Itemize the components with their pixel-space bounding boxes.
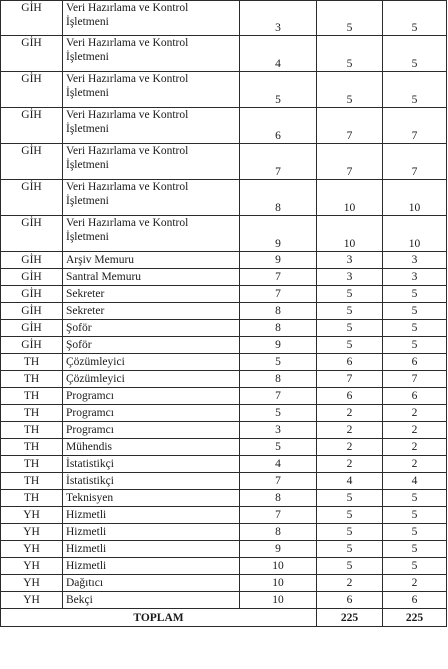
value-cell-b: 10 [317,180,383,216]
table-row [1,405,447,422]
class-cell: YH [1,558,63,575]
value-cell-b: 10 [317,216,383,252]
value-cell-c: 2 [383,439,447,456]
title-cell [63,354,240,371]
value-cell-c: 5 [383,507,447,524]
table-row [1,108,447,144]
table-row [1,144,447,180]
class-cell: GİH [1,1,63,36]
title-line-1: Veri Hazırlama ve Kontrol [66,217,189,229]
value-cell-a: 10 [240,592,317,609]
value-cell-a: 8 [240,371,317,388]
title-cell [63,558,240,575]
table-row [1,180,447,216]
value-cell-a: 3 [240,422,317,439]
value-cell-c: 5 [383,558,447,575]
class-cell: TH [1,473,63,490]
value-cell-c: 6 [383,354,447,371]
class-cell: GİH [1,36,63,72]
title-line-1: Hizmetli [66,543,107,555]
value-cell-c: 3 [383,269,447,286]
title-line-2: İşletmeni [66,231,109,243]
class-cell: TH [1,354,63,371]
value-cell-a: 5 [240,405,317,422]
table-row [1,371,447,388]
title-cell [63,473,240,490]
value-cell-b: 7 [317,371,383,388]
title-cell [63,252,240,269]
value-cell-c: 2 [383,456,447,473]
value-cell-b: 5 [317,320,383,337]
value-cell-a: 6 [240,108,317,144]
value-cell-b: 5 [317,1,383,36]
value-cell-b: 6 [317,592,383,609]
value-cell-a: 10 [240,558,317,575]
title-line-1: Bekçi [66,594,93,606]
title-cell [63,286,240,303]
class-cell: GİH [1,269,63,286]
title-line-1: Programcı [66,390,114,402]
value-cell-a: 9 [240,252,317,269]
table-row [1,216,447,252]
value-cell-c: 5 [383,72,447,108]
value-cell-a: 7 [240,286,317,303]
table-row [1,303,447,320]
title-cell [63,507,240,524]
title-line-1: Çözümleyici [66,356,125,368]
title-cell [63,575,240,592]
class-cell: YH [1,507,63,524]
value-cell-c: 5 [383,524,447,541]
title-line-1: İstatistikçi [66,458,114,470]
value-cell-a: 4 [240,36,317,72]
class-cell: GİH [1,320,63,337]
title-cell [63,456,240,473]
title-cell [63,108,240,144]
value-cell-a: 4 [240,456,317,473]
value-cell-b: 7 [317,144,383,180]
title-line-1: Veri Hazırlama ve Kontrol [66,73,189,85]
title-cell [63,216,240,252]
value-cell-a: 8 [240,303,317,320]
title-line-1: Veri Hazırlama ve Kontrol [66,109,189,121]
table-row [1,269,447,286]
title-cell [63,320,240,337]
table-row [1,354,447,371]
table-row [1,592,447,609]
value-cell-b: 5 [317,541,383,558]
table-row [1,422,447,439]
total-label: TOPLAM [1,609,317,627]
title-line-2: İşletmeni [66,159,109,171]
class-cell: GİH [1,286,63,303]
table-row [1,320,447,337]
value-cell-a: 7 [240,473,317,490]
value-cell-b: 7 [317,108,383,144]
title-line-1: Santral Memuru [66,271,142,283]
title-line-1: Programcı [66,424,114,436]
value-cell-a: 5 [240,439,317,456]
title-line-1: Hizmetli [66,560,107,572]
value-cell-a: 3 [240,1,317,36]
title-line-1: Sekreter [66,288,105,300]
class-cell: GİH [1,72,63,108]
title-cell [63,524,240,541]
title-cell [63,337,240,354]
value-cell-c: 2 [383,422,447,439]
total-row [1,609,447,627]
title-line-1: Veri Hazırlama ve Kontrol [66,37,189,49]
table-row [1,456,447,473]
value-cell-c: 4 [383,473,447,490]
title-line-2: İşletmeni [66,195,109,207]
title-cell [63,1,240,36]
value-cell-a: 8 [240,320,317,337]
class-cell: GİH [1,180,63,216]
value-cell-b: 3 [317,252,383,269]
table-row [1,558,447,575]
class-cell: GİH [1,337,63,354]
value-cell-c: 2 [383,575,447,592]
table-row [1,252,447,269]
table-row [1,490,447,507]
title-cell [63,422,240,439]
value-cell-b: 2 [317,422,383,439]
value-cell-b: 6 [317,388,383,405]
class-cell: GİH [1,216,63,252]
title-line-1: Sekreter [66,305,105,317]
title-cell [63,36,240,72]
class-cell: TH [1,405,63,422]
value-cell-b: 5 [317,558,383,575]
class-cell: GİH [1,108,63,144]
title-cell [63,490,240,507]
value-cell-a: 7 [240,507,317,524]
value-cell-b: 5 [317,36,383,72]
value-cell-c: 5 [383,36,447,72]
title-line-2: İşletmeni [66,51,109,63]
total-value-b: 225 [317,609,383,627]
value-cell-b: 6 [317,354,383,371]
value-cell-a: 5 [240,72,317,108]
title-line-2: İşletmeni [66,16,109,28]
value-cell-c: 7 [383,144,447,180]
title-cell [63,592,240,609]
title-cell [63,180,240,216]
value-cell-a: 8 [240,180,317,216]
value-cell-b: 5 [317,72,383,108]
class-cell: TH [1,490,63,507]
title-line-1: Veri Hazırlama ve Kontrol [66,2,189,14]
value-cell-b: 2 [317,456,383,473]
value-cell-c: 2 [383,405,447,422]
class-cell: YH [1,592,63,609]
title-line-1: İstatistikçi [66,475,114,487]
title-cell [63,72,240,108]
title-line-1: Hizmetli [66,509,107,521]
title-line-1: Arşiv Memuru [66,254,135,266]
table-row [1,72,447,108]
table-row [1,286,447,303]
title-line-1: Şoför [66,322,92,334]
value-cell-c: 7 [383,371,447,388]
value-cell-b: 2 [317,439,383,456]
value-cell-c: 10 [383,216,447,252]
value-cell-c: 5 [383,541,447,558]
title-line-1: Veri Hazırlama ve Kontrol [66,181,189,193]
title-line-2: İşletmeni [66,123,109,135]
value-cell-c: 5 [383,337,447,354]
value-cell-c: 6 [383,388,447,405]
value-cell-a: 5 [240,354,317,371]
value-cell-c: 5 [383,303,447,320]
table-row [1,337,447,354]
value-cell-b: 5 [317,303,383,320]
class-cell: YH [1,575,63,592]
class-cell: GİH [1,144,63,180]
class-cell: GİH [1,303,63,320]
value-cell-c: 5 [383,1,447,36]
value-cell-c: 3 [383,252,447,269]
value-cell-b: 2 [317,575,383,592]
total-value-c: 225 [383,609,447,627]
title-line-1: Veri Hazırlama ve Kontrol [66,145,189,157]
title-cell [63,439,240,456]
table-row [1,575,447,592]
value-cell-a: 9 [240,337,317,354]
value-cell-a: 8 [240,490,317,507]
title-line-1: Dağıtıcı [66,577,104,589]
table-row [1,1,447,36]
value-cell-b: 5 [317,507,383,524]
class-cell: TH [1,371,63,388]
table-row [1,507,447,524]
title-cell [63,269,240,286]
value-cell-a: 7 [240,388,317,405]
value-cell-b: 5 [317,524,383,541]
value-cell-a: 7 [240,269,317,286]
value-cell-a: 7 [240,144,317,180]
class-cell: TH [1,422,63,439]
class-cell: GİH [1,252,63,269]
title-cell [63,405,240,422]
value-cell-c: 5 [383,286,447,303]
title-line-1: Şoför [66,339,92,351]
title-cell [63,144,240,180]
title-line-1: Teknisyen [66,492,114,504]
value-cell-a: 8 [240,524,317,541]
value-cell-c: 7 [383,108,447,144]
table-row [1,541,447,558]
table-row [1,439,447,456]
value-cell-a: 10 [240,575,317,592]
value-cell-b: 3 [317,269,383,286]
value-cell-b: 5 [317,337,383,354]
value-cell-b: 4 [317,473,383,490]
value-cell-c: 5 [383,490,447,507]
value-cell-c: 5 [383,320,447,337]
class-cell: TH [1,388,63,405]
title-line-1: Programcı [66,407,114,419]
class-cell: YH [1,524,63,541]
value-cell-b: 5 [317,286,383,303]
value-cell-b: 5 [317,490,383,507]
value-cell-c: 10 [383,180,447,216]
title-cell [63,388,240,405]
class-cell: YH [1,541,63,558]
value-cell-b: 2 [317,405,383,422]
table-row [1,388,447,405]
value-cell-a: 9 [240,216,317,252]
table-row [1,36,447,72]
title-line-1: Hizmetli [66,526,107,538]
title-line-2: İşletmeni [66,87,109,99]
table-row [1,473,447,490]
class-cell: TH [1,439,63,456]
title-cell [63,303,240,320]
staff-table-body [1,1,447,627]
table-row [1,524,447,541]
value-cell-a: 9 [240,541,317,558]
title-line-1: Mühendis [66,441,112,453]
title-cell [63,541,240,558]
title-cell [63,371,240,388]
value-cell-c: 6 [383,592,447,609]
class-cell: TH [1,456,63,473]
title-line-1: Çözümleyici [66,373,125,385]
